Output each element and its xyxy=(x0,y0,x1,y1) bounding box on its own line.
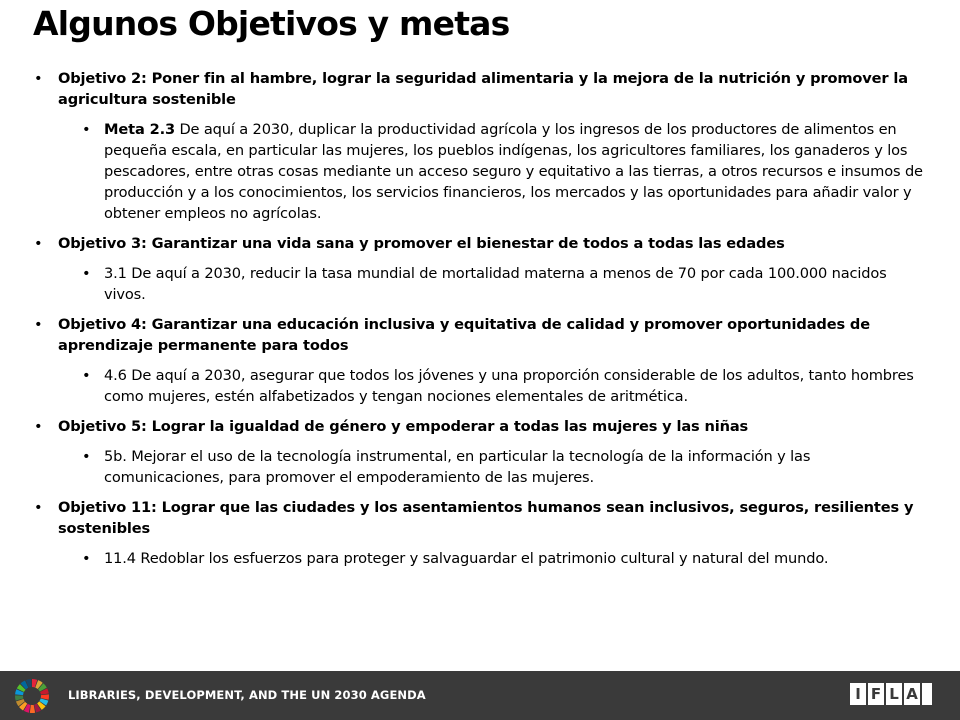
goal-heading: • Objetivo 11: Lograr que las ciudades y los asentamientos humanos sean inclusivos, seguros, resilientes y sostenibles xyxy=(34,499,914,537)
bullet-icon: • xyxy=(82,367,91,384)
target-item xyxy=(82,548,924,569)
goal-block-4 xyxy=(34,314,924,407)
ifla-logo xyxy=(850,683,932,705)
bullet-icon: • xyxy=(34,70,43,87)
sdg-wheel-segment xyxy=(30,705,35,713)
goals-list xyxy=(34,68,924,578)
bullet-icon: • xyxy=(34,499,43,516)
bullet-icon: • xyxy=(82,550,91,567)
goal-heading: • Objetivo 5: Lograr la igualdad de género y empoderar a todas las mujeres y las niñas xyxy=(34,418,749,435)
goal-block-3 xyxy=(34,233,924,305)
bullet-icon: • xyxy=(82,121,91,138)
goal-heading: • Objetivo 3: Garantizar una vida sana y promover el bienestar de todos a todas las edades xyxy=(34,235,785,252)
sdg-wheel-icon xyxy=(14,678,50,714)
bullet-icon: • xyxy=(34,418,43,435)
ifla-logo-letter: F xyxy=(868,683,884,705)
target-item xyxy=(82,119,924,224)
bullet-icon: • xyxy=(82,448,91,465)
slide-title: Algunos Objetivos y metas xyxy=(33,4,510,43)
target-item xyxy=(82,263,924,305)
target-item xyxy=(82,446,924,488)
target-text: 5b. Mejorar el uso de la tecnología instrumental, en particular la tecnología de la información y las comunicaciones, para promover el empoderamiento de las mujeres. xyxy=(104,448,811,486)
goal-heading: • Objetivo 4: Garantizar una educación inclusiva y equitativa de calidad y promover oportunidades de aprendizaje permanente para todos xyxy=(34,316,870,354)
target-text: 4.6 De aquí a 2030, asegurar que todos los jóvenes y una proporción considerable de los adultos, tanto hombres como mujeres, estén alfabetizados y tengan nociones elementales de aritmética. xyxy=(104,367,914,405)
target-code: Meta 2.3 xyxy=(104,121,175,138)
bullet-icon: • xyxy=(82,265,91,282)
goal-heading: • Objetivo 2: Poner fin al hambre, lograr la seguridad alimentaria y la mejora de la nutrición y promover la agricultura sostenible xyxy=(34,70,908,108)
goal-block-2 xyxy=(34,68,924,224)
ifla-logo-block xyxy=(922,683,932,705)
goal-block-5 xyxy=(34,416,924,488)
target-text: 3.1 De aquí a 2030, reducir la tasa mundial de mortalidad materna a menos de 70 por cada 100.000 nacidos vivos. xyxy=(104,265,887,303)
bullet-icon: • xyxy=(34,316,43,333)
target-item xyxy=(82,365,924,407)
goal-block-11 xyxy=(34,497,924,569)
footer-bar xyxy=(0,671,960,720)
bullet-icon: • xyxy=(34,235,43,252)
target-text: De aquí a 2030, duplicar la productividad agrícola y los ingresos de los productores de alimentos en pequeña escala, en particular las mujeres, los pueblos indígenas, los agricultores familiares, los ganaderos y los pescadores, entre otras cosas mediante un acceso seguro y equitativo a las tierras, a otros recursos e insumos de producción y a los conocimientos, los servicios financieros, los mercados y las oportunidades para añadir valor y obtener empleos no agrícolas. xyxy=(104,121,923,222)
footer-text: LIBRARIES, DEVELOPMENT, AND THE UN 2030 AGENDA xyxy=(68,688,426,702)
ifla-logo-letter: I xyxy=(850,683,866,705)
ifla-logo-letter: L xyxy=(886,683,902,705)
target-text: 11.4 Redoblar los esfuerzos para proteger y salvaguardar el patrimonio cultural y natural del mundo. xyxy=(104,550,829,567)
ifla-logo-letter: A xyxy=(904,683,920,705)
